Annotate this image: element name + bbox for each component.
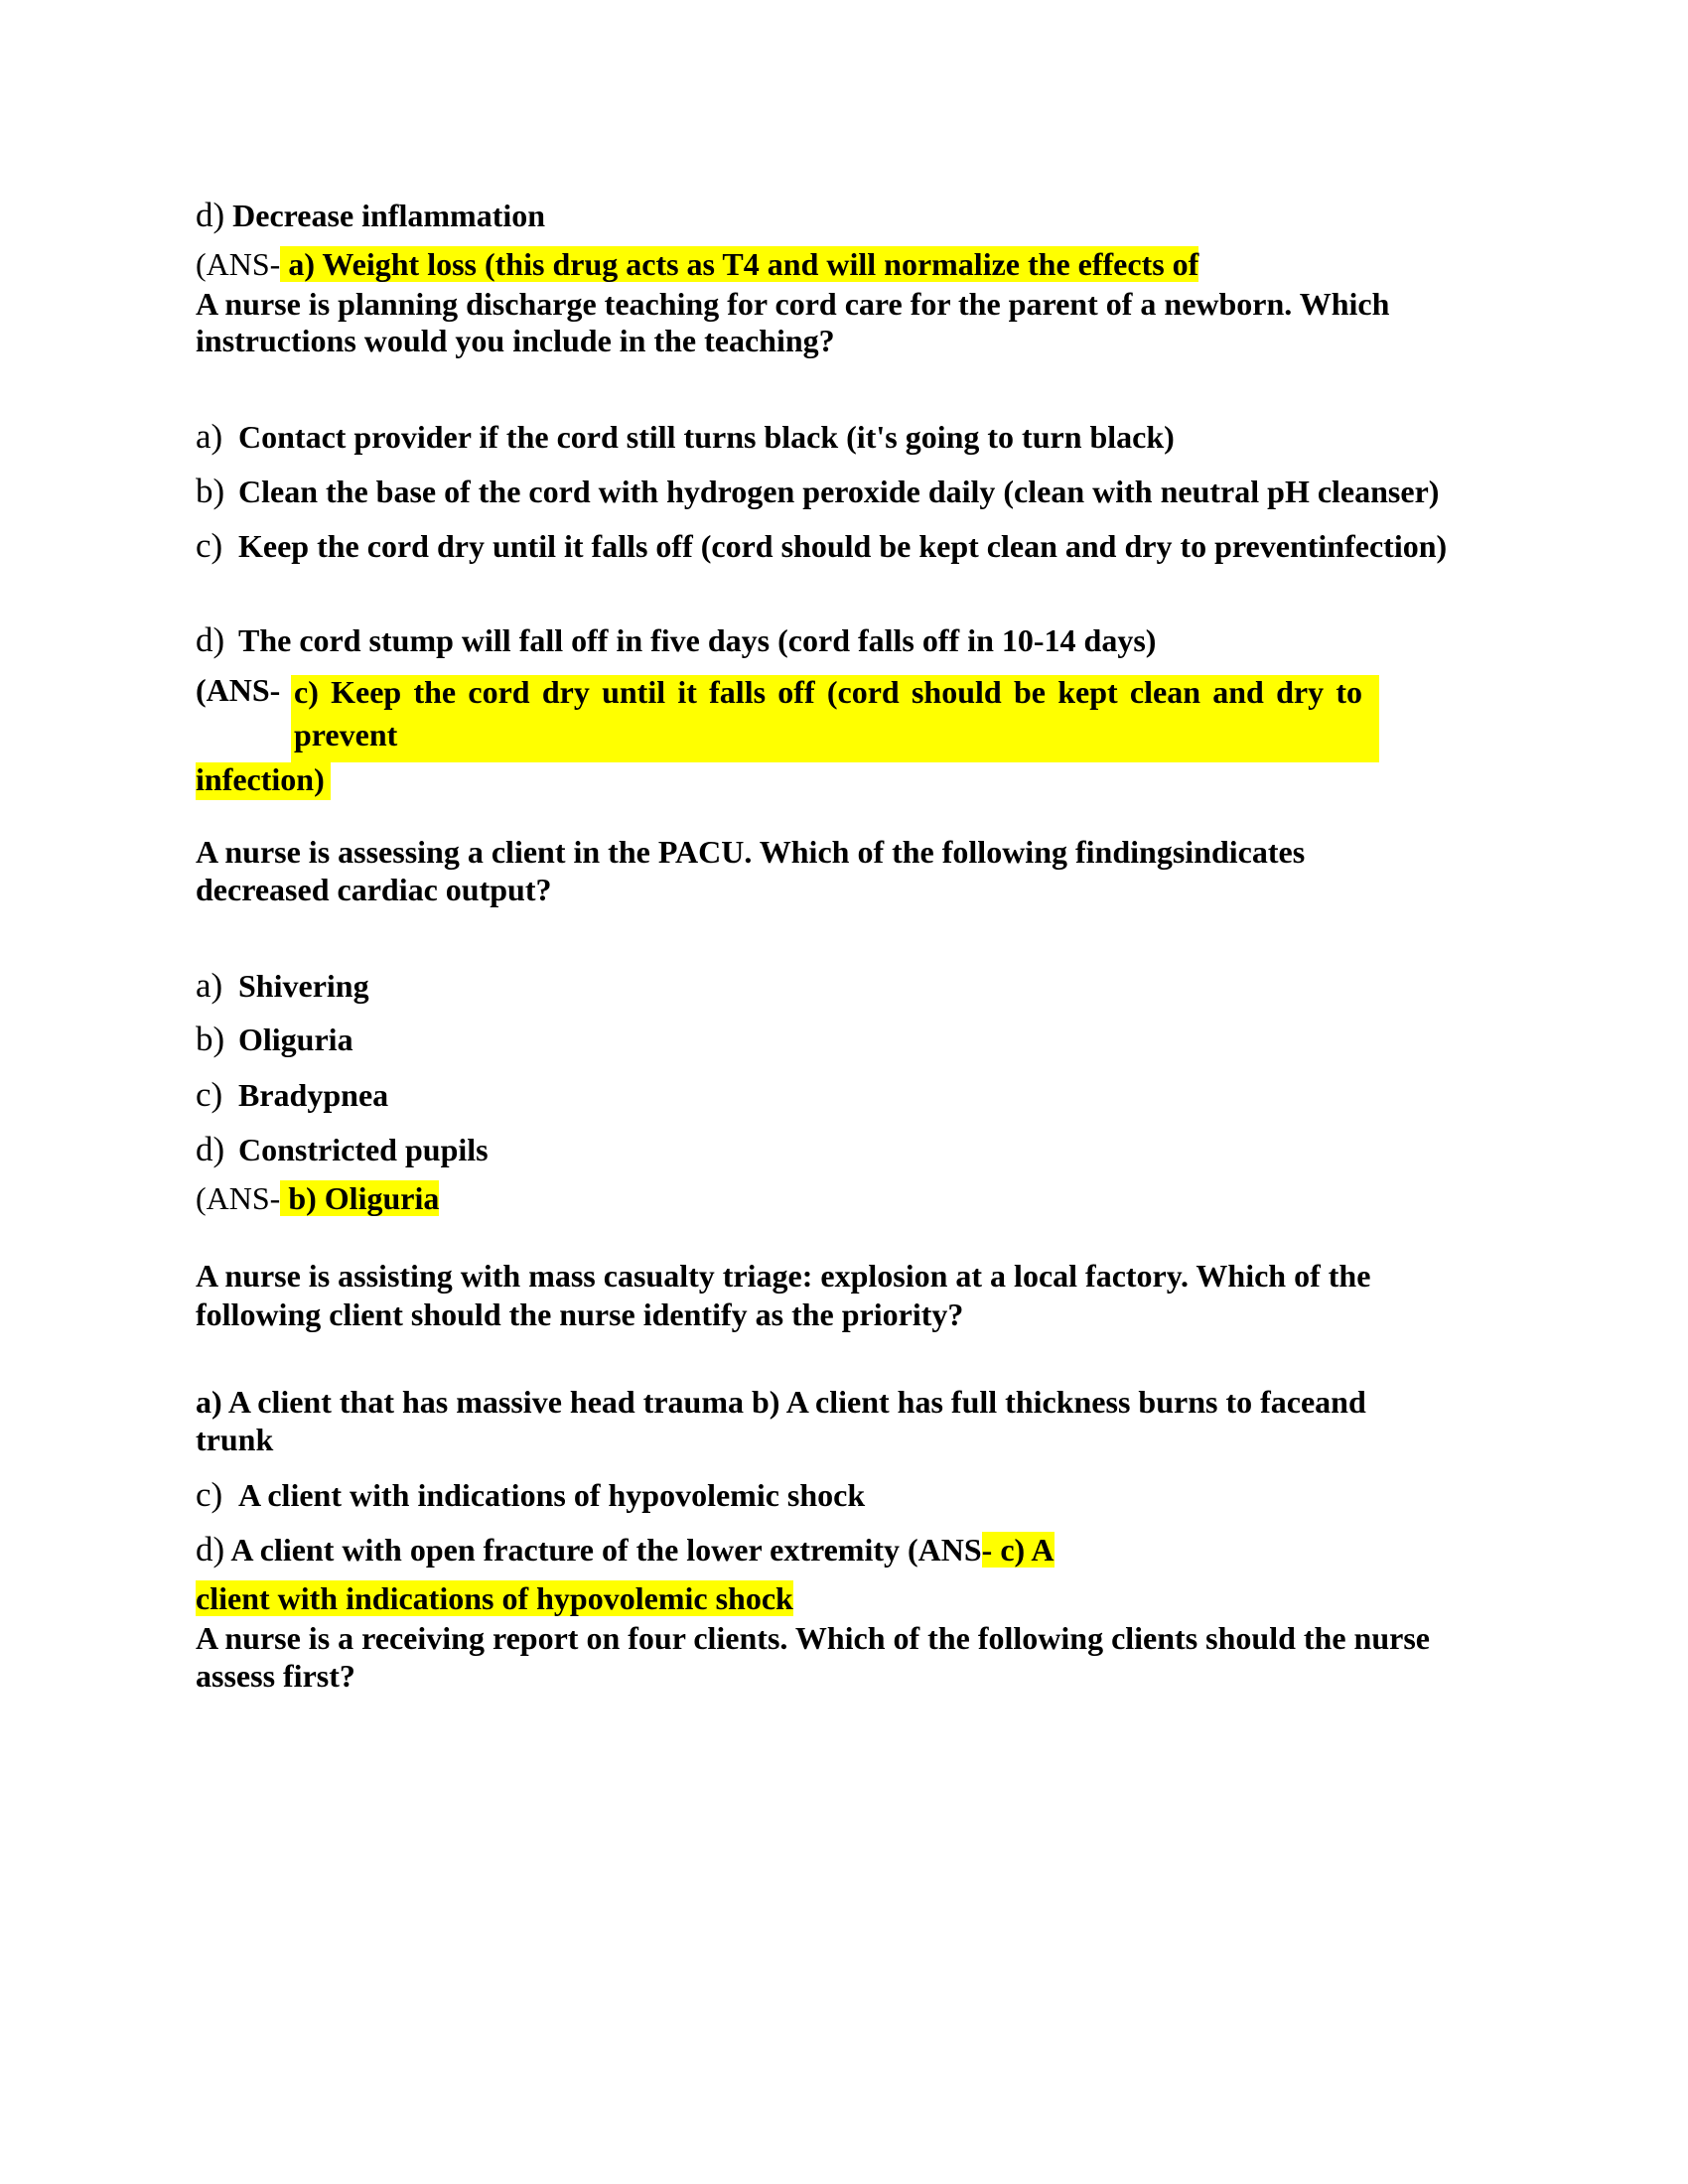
q2-answer: [196, 1179, 439, 1217]
option-letter: c): [196, 1475, 223, 1514]
answer-prefix: (ANS-: [196, 1180, 281, 1216]
q1-answer-text: c) Keep the cord dry until it falls off (cord should be kept clean and dry to prevent: [294, 674, 1362, 752]
option-text: A client with indications of hypovolemic shock: [238, 1477, 866, 1513]
q2-stem-line-2: decreased cardiac output?: [196, 872, 552, 907]
q4-stem-line-2: assess first?: [196, 1658, 355, 1694]
q1-answer-prefix: (ANS-: [196, 672, 281, 708]
option-text: Bradypnea: [238, 1077, 389, 1113]
q1-stem-line-1: A nurse is planning discharge teaching for cord care for the parent of a newborn. Which: [196, 286, 1390, 322]
q3-options-ab-line-1: a) A client that has massive head trauma b) A client has full thickness burns to faceand: [196, 1384, 1366, 1420]
option-letter: b): [196, 472, 225, 510]
option-letter: a): [196, 417, 223, 456]
q3-stem-line-2: following client should the nurse identify as the priority?: [196, 1297, 964, 1332]
q1-answer-continuation: infection): [196, 761, 325, 797]
answer-prefix: (ANS-: [196, 246, 281, 282]
option-letter: c): [196, 1075, 223, 1114]
option-text: Decrease inflammation: [232, 198, 546, 233]
option-letter: d): [196, 1130, 225, 1168]
option-text: Contact provider if the cord still turns black (it's going to turn black): [238, 419, 1175, 455]
q2-option-d: [196, 1131, 489, 1168]
answer-highlight-inline: - c) A: [981, 1532, 1055, 1568]
option-text: Constricted pupils: [238, 1132, 489, 1167]
option-text: Shivering: [238, 968, 369, 1004]
option-text: The cord stump will fall off in five days (cord falls off in 10-14 days): [238, 622, 1157, 658]
option-text: A client with open fracture of the lower extremity (ANS: [230, 1532, 982, 1568]
q1-option-d: [196, 621, 1156, 659]
option-text: Oliguria: [238, 1022, 353, 1057]
q4-stem-line-1: A nurse is a receiving report on four clients. Which of the following clients should the nurse: [196, 1620, 1430, 1656]
q3-options-ab-line-2: trunk: [196, 1422, 274, 1457]
option-letter: a): [196, 966, 223, 1005]
option-text: Keep the cord dry until it falls off (cord should be kept clean and dry to preventinfection): [238, 528, 1448, 564]
q2-stem-line-1: A nurse is assessing a client in the PACU. Which of the following findingsindicates: [196, 834, 1306, 870]
q2-option-c: [196, 1076, 388, 1114]
q3-stem-line-1: A nurse is assisting with mass casualty triage: explosion at a local factory. Which of the: [196, 1258, 1371, 1294]
answer-highlight: a) Weight loss (this drug acts as T4 and will normalize the effects of: [280, 246, 1199, 282]
q0-option-d: [196, 197, 545, 234]
answer-highlight: b) Oliguria: [280, 1180, 440, 1216]
option-letter: d): [196, 1530, 225, 1569]
option-letter: b): [196, 1020, 225, 1058]
q1-stem-line-2: instructions would you include in the teaching?: [196, 323, 835, 358]
option-letter: d): [196, 196, 225, 234]
q3-answer-continuation: [196, 1579, 793, 1617]
answer-highlight: client with indications of hypovolemic shock: [196, 1580, 793, 1616]
q1-option-b: [196, 473, 1439, 510]
q2-option-b: [196, 1021, 353, 1058]
q0-answer: [196, 245, 1198, 283]
option-letter: d): [196, 620, 225, 659]
option-text: Clean the base of the cord with hydrogen peroxide daily (clean with neutral pH cleanser): [238, 474, 1440, 509]
q1-option-a: [196, 418, 1175, 456]
q2-option-a: [196, 967, 369, 1005]
q3-option-d: [196, 1531, 1055, 1569]
option-letter: c): [196, 526, 223, 565]
q1-option-c: [196, 527, 1447, 565]
q3-option-c: [196, 1476, 865, 1514]
